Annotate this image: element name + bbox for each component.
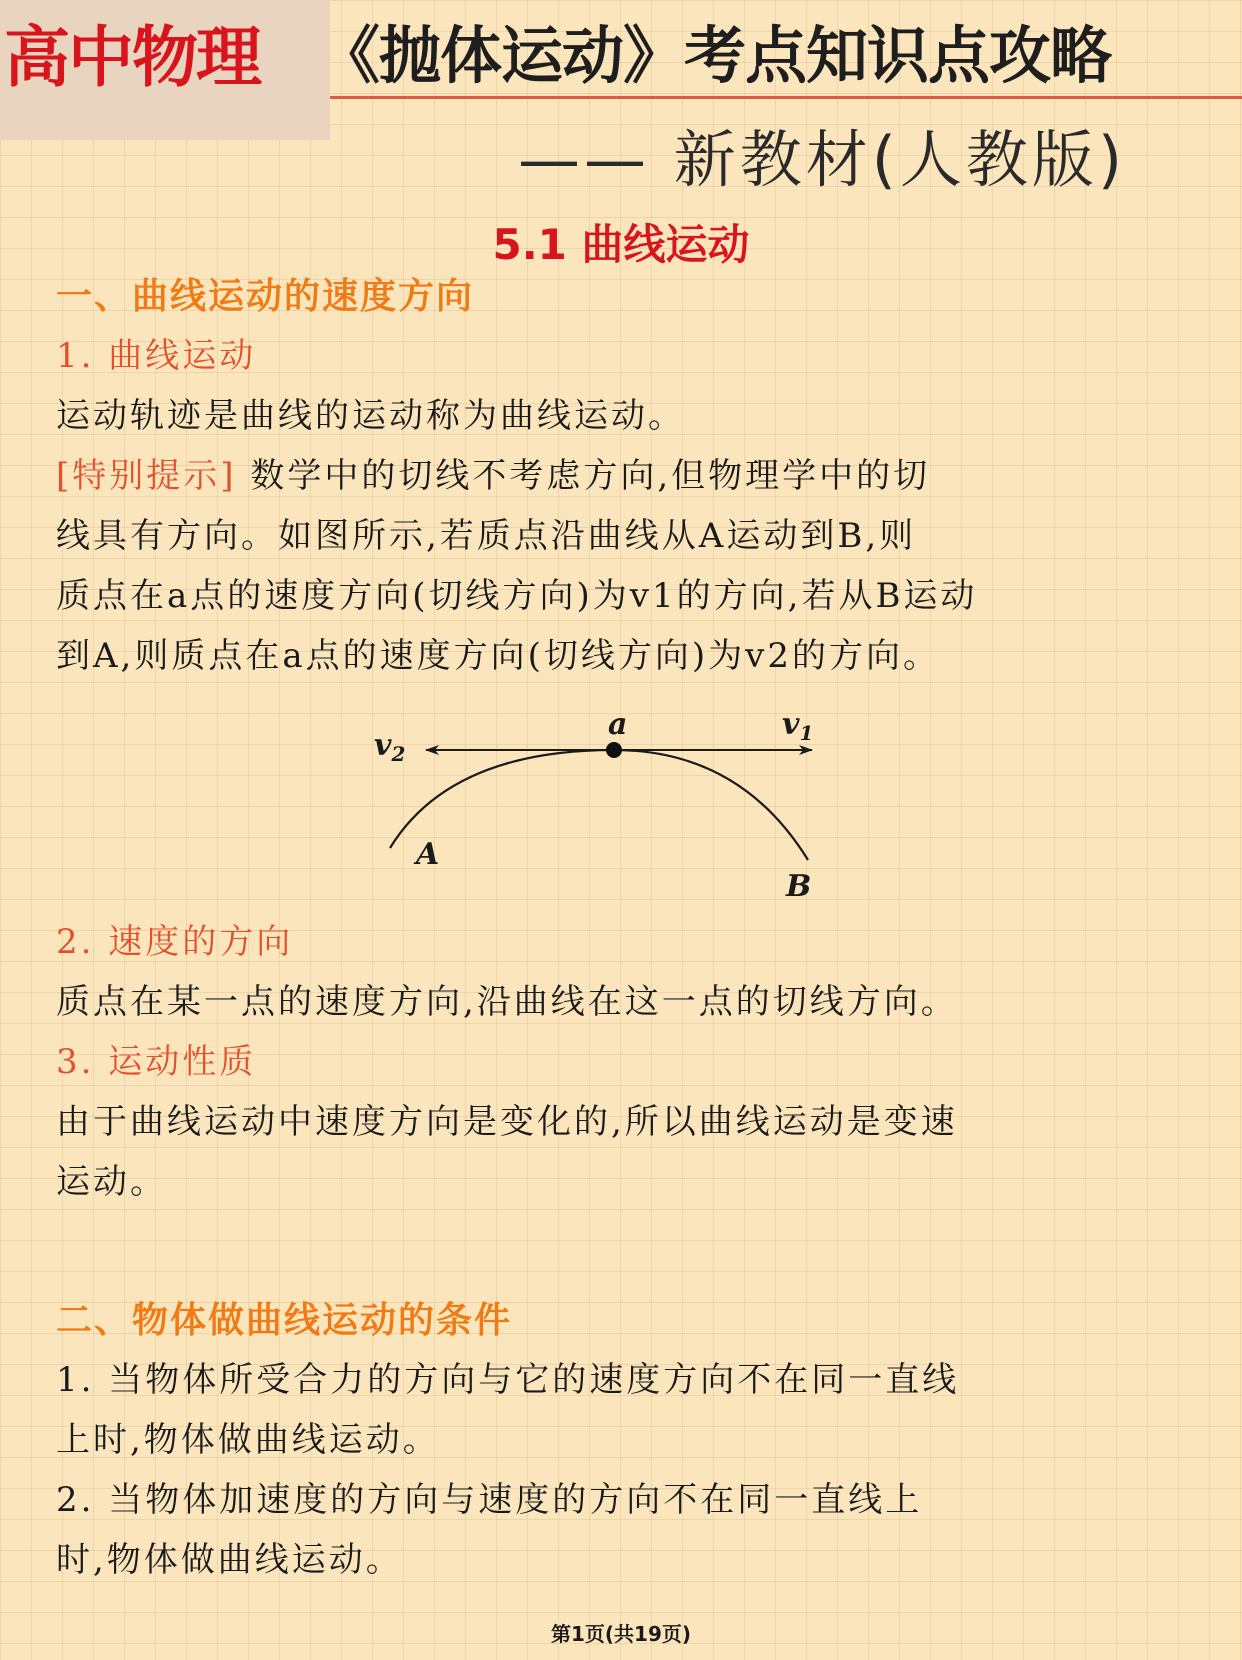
trajectory-curve xyxy=(390,750,808,860)
document-subtitle: —— 新教材(人教版) xyxy=(518,123,1127,196)
subheading-velocity-direction: 2. 速度的方向 xyxy=(56,922,294,962)
condition-1-line-1: 1. 当物体所受合力的方向与它的速度方向不在同一直线 xyxy=(56,1360,960,1400)
label-A: A xyxy=(416,837,440,872)
brand-label: 高中物理 xyxy=(4,19,260,96)
heading-velocity-direction: 一、曲线运动的速度方向 xyxy=(56,276,475,317)
document-title: 《抛体运动》考点知识点攻略 xyxy=(318,19,1112,92)
paragraph-motion-nature-2: 运动。 xyxy=(56,1162,167,1202)
label-B: B xyxy=(786,869,812,904)
section-title: 5.1 曲线运动 xyxy=(492,220,750,269)
paragraph-velocity-direction: 质点在某一点的速度方向,沿曲线在这一点的切线方向。 xyxy=(56,982,958,1022)
subheading-motion-nature: 3. 运动性质 xyxy=(56,1042,257,1082)
special-note-tag: [特别提示] xyxy=(56,456,237,496)
label-a: a xyxy=(608,707,628,742)
subheading-curvilinear-motion: 1. 曲线运动 xyxy=(56,336,257,376)
label-v1-subscript: 1 xyxy=(799,721,814,745)
tangent-velocity-diagram xyxy=(360,700,840,920)
label-v1 xyxy=(782,707,813,745)
label-v2 xyxy=(374,728,405,766)
title-underline xyxy=(330,96,1242,99)
page-number: 第1页(共19页) xyxy=(550,1622,692,1646)
special-note-line-3: 质点在a点的速度方向(切线方向)为v1的方向,若从B运动 xyxy=(56,576,978,616)
heading-conditions: 二、物体做曲线运动的条件 xyxy=(56,1300,513,1341)
paragraph-definition: 运动轨迹是曲线的运动称为曲线运动。 xyxy=(56,396,685,436)
paragraph-motion-nature-1: 由于曲线运动中速度方向是变化的,所以曲线运动是变速 xyxy=(56,1102,958,1142)
special-note-line-4: 到A,则质点在a点的速度方向(切线方向)为v2的方向。 xyxy=(56,636,940,676)
special-note-text-1: 数学中的切线不考虑方向,但物理学中的切 xyxy=(236,456,931,496)
label-v1-letter: v xyxy=(782,707,800,742)
condition-2-line-2: 时,物体做曲线运动。 xyxy=(56,1540,403,1580)
label-v2-letter: v xyxy=(374,728,392,763)
condition-1-line-2: 上时,物体做曲线运动。 xyxy=(56,1420,440,1460)
point-a xyxy=(606,742,622,758)
special-note-line-1 xyxy=(56,448,930,497)
label-v2-subscript: 2 xyxy=(391,742,406,766)
condition-2-line-1: 2. 当物体加速度的方向与速度的方向不在同一直线上 xyxy=(56,1480,923,1520)
special-note-line-2: 线具有方向。如图所示,若质点沿曲线从A运动到B,则 xyxy=(56,516,917,556)
